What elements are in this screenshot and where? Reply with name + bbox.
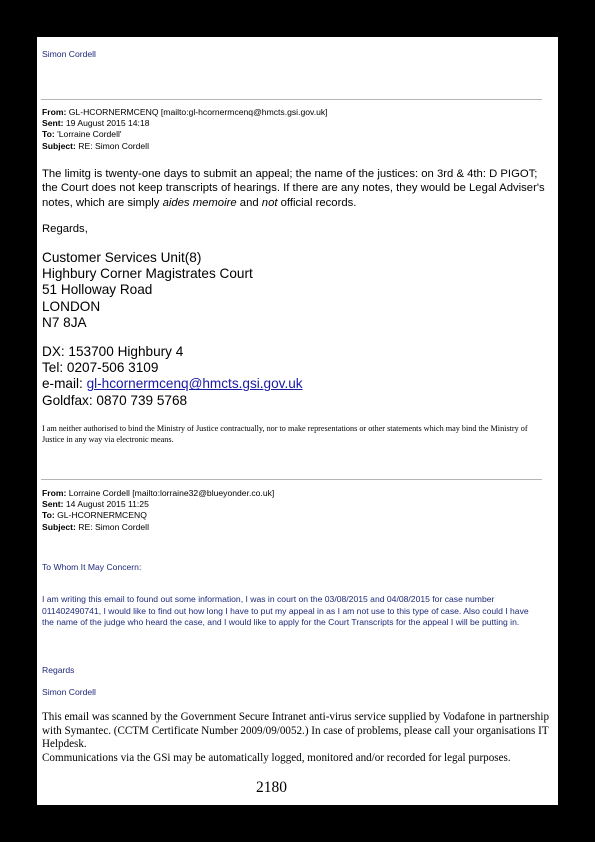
reply-body-text-3: official records. xyxy=(277,196,357,209)
reply-to-line xyxy=(42,129,328,140)
email-label: e-mail: xyxy=(42,376,87,392)
reply-subject-line xyxy=(42,141,328,152)
original-subject-line xyxy=(42,522,274,533)
page-number: 2180 xyxy=(256,779,287,796)
subject-value: RE: Simon Cordell xyxy=(78,521,149,532)
original-to-line xyxy=(42,510,274,521)
to-value: GL-HCORNERMCENQ xyxy=(57,510,147,521)
document-page xyxy=(37,37,558,805)
original-sent-line xyxy=(42,499,274,510)
original-greeting: To Whom It May Concern: xyxy=(42,562,142,572)
to-label: To: xyxy=(42,129,55,140)
top-signature: Simon Cordell xyxy=(42,49,96,59)
reply-regards: Regards, xyxy=(42,223,88,235)
sent-value: 14 August 2015 11:25 xyxy=(65,499,149,510)
reply-header xyxy=(42,107,328,152)
divider xyxy=(41,99,542,100)
reply-from-line xyxy=(42,107,328,118)
goldfax-line: Goldfax: 0870 739 5768 xyxy=(42,392,188,408)
sent-label: Sent: xyxy=(42,499,64,510)
to-label: To: xyxy=(42,510,55,521)
original-header xyxy=(42,488,274,533)
from-label: From: xyxy=(42,107,67,117)
address-line: Customer Services Unit(8) xyxy=(42,250,202,265)
dx-line: DX: 153700 Highbury 4 xyxy=(42,344,184,359)
reply-address-block xyxy=(42,250,253,331)
to-value: 'Lorraine Cordell' xyxy=(57,129,122,140)
from-value: Lorraine Cordell [mailto:lorraine32@blueyonder.co.uk] xyxy=(68,488,275,498)
gsi-notice-line-1: This email was scanned by the Government Secure Intranet anti-virus service supplied by Vodafone in partnership with Symantec. (CCTM Certificate Number 2009/09/0052.) In case of problems, please call your organisations IT Helpdesk. xyxy=(42,711,549,751)
gsi-scan-notice xyxy=(42,711,550,765)
original-from-line xyxy=(42,488,274,499)
original-signature: Simon Cordell xyxy=(42,687,96,697)
email-link[interactable]: gl-hcornermcenq@hmcts.gsi.gov.uk xyxy=(86,376,303,392)
original-regards: Regards xyxy=(42,665,75,675)
address-line: Highbury Corner Magistrates Court xyxy=(42,266,253,282)
subject-label: Subject: xyxy=(42,521,76,532)
reply-body-emphasis-2: not xyxy=(261,196,278,209)
address-line: 51 Holloway Road xyxy=(42,282,153,298)
sent-label: Sent: xyxy=(42,118,64,129)
gsi-notice-line-2: Communications via the GSi may be automatically logged, monitored and/or recorded for legal purposes. xyxy=(42,751,511,764)
divider xyxy=(41,479,542,480)
sent-value: 19 August 2015 14:18 xyxy=(65,118,150,129)
from-value: GL-HCORNERMCENQ [mailto:gl-hcornermcenq@hmcts.gsi.gov.uk] xyxy=(68,107,328,117)
subject-value: RE: Simon Cordell xyxy=(78,140,149,151)
reply-sent-line xyxy=(42,118,328,129)
reply-body-text-1: The limitg is twenty-one days to submit an appeal; the name of the justices: on 3rd & 4th: D PIGOT; the Court does not keep transcripts of hearings. If there are any notes, they would be Legal Adviser's notes, which are simply xyxy=(42,168,545,209)
from-label: From: xyxy=(42,488,67,498)
reply-body xyxy=(42,167,546,210)
reply-contact-block xyxy=(42,344,303,409)
tel-line: Tel: 0207-506 3109 xyxy=(42,360,159,376)
reply-body-text-2: and xyxy=(236,196,262,209)
original-body: I am writing this email to found out some information, I was in court on the 03/08/2015 and 04/08/2015 for case number 011402490741, I would like to find out how long I have to put my appeal in as I am not use to this type of case. Also could I have the name of the judge who heard the case, and I would like to apply for the Court Transcripts for the appeal I will be putting in. xyxy=(42,594,529,628)
reply-body-emphasis-1: aides memoire xyxy=(162,196,237,209)
subject-label: Subject: xyxy=(42,140,76,151)
email-line xyxy=(42,376,303,392)
reply-disclaimer: I am neither authorised to bind the Ministry of Justice contractually, nor to make representations or other statements which may bind the Ministry of Justice in any way via electronic means. xyxy=(42,424,528,445)
address-line: LONDON xyxy=(42,298,101,314)
address-line: N7 8JA xyxy=(42,314,87,330)
